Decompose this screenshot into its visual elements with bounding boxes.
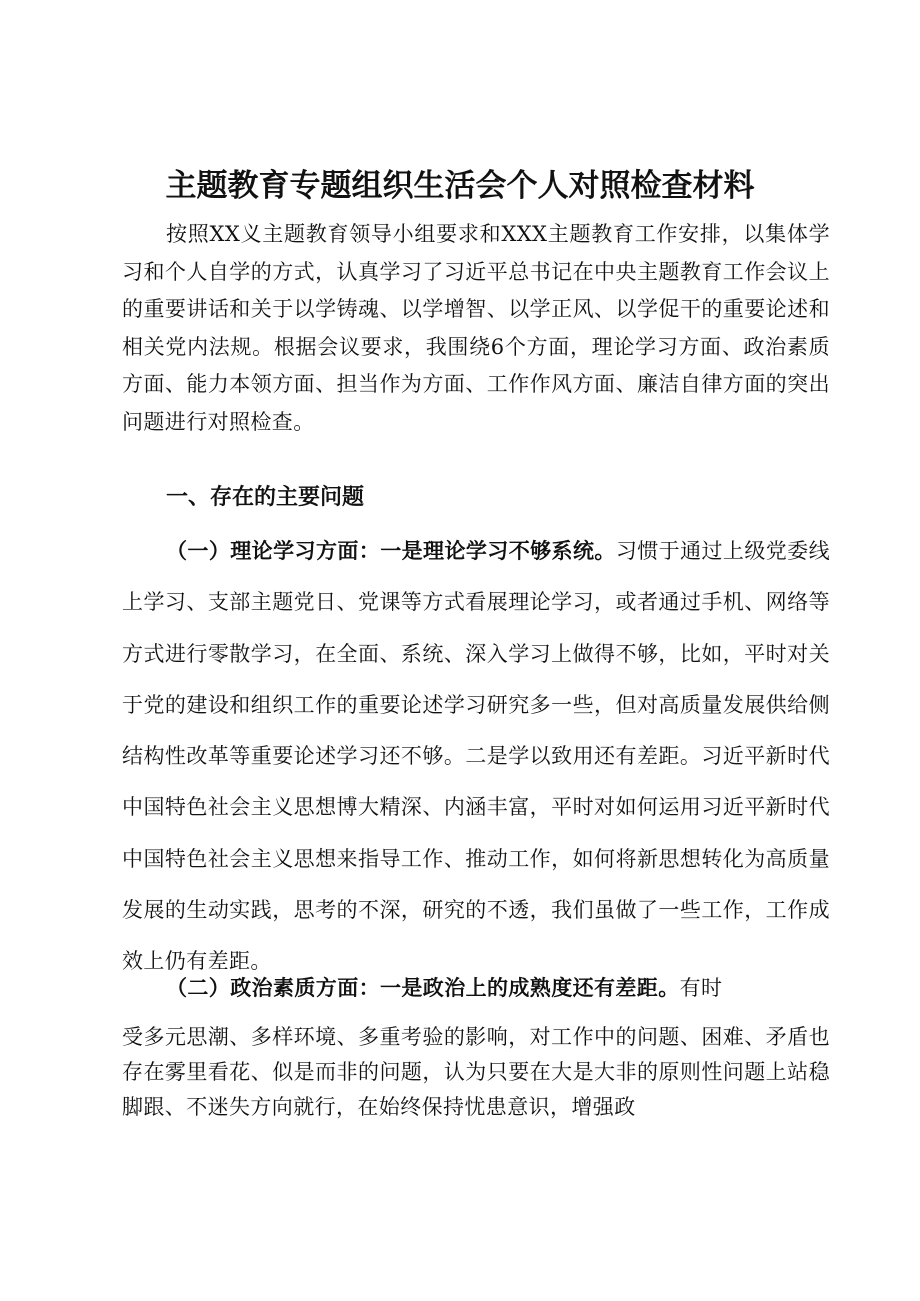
item-theory-study-body: 习惯于通过上级党委线上学习、支部主题党日、党课等方式看展理论学习，或者通过手机、网络等方式进行零散学习，在全面、系统、深入学习上做得不够，比如，平时对关于党的建设和组织工作的重要论述学习研究多一些，但对高质量发展供给侧结构性改革等重要论述学习还不够。二是学以致用还有差距。习近平新时代中国特色社会主义思想博大精深、内涵丰富，平时对如何运用习近平新时代中国特色社会主义思想来指导工作、推动工作，如何将新思想转化为高质量发展的生动实践，思考的不深，研究的不透，我们虽做了一些工作，工作成效上仍有差距。	[122, 539, 831, 974]
item-theory-study-paragraph	[122, 526, 830, 988]
section-heading-main-problems: 一、存在的主要问题	[166, 485, 365, 510]
item-political-quality-body: 受多元思潮、多样环境、多重考验的影响，对工作中的问题、困难、矛盾也存在雾里看花、似是而非的问题，认为只要在大是大非的原则性问题上站稳脚跟、不迷失方向就行，在始终保持忧患意识，增强政	[122, 1025, 830, 1119]
intro-paragraph: 按照XX义主题教育领导小组要求和XXX主题教育工作安排，以集体学习和个人自学的方式，认真学习了习近平总书记在中央主题教育工作会议上的重要讲话和关于以学铸魂、以学增智、以学正风、以学促干的重要论述和相关党内法规。根据会议要求，我围绕6个方面，理论学习方面、政治素质方面、能力本领方面、担当作为方面、工作作风方面、廉洁自律方面的突出问题进行对照检查。	[122, 222, 830, 434]
item-political-quality-lead: （二）政治素质方面：一是政治上的成熟度还有差距。	[166, 976, 680, 1000]
item-theory-study-lead: （一）理论学习方面：一是理论学习不够系统。	[166, 539, 616, 563]
item-political-quality-first-line	[166, 966, 722, 1010]
document-title: 主题教育专题组织生活会个人对照检查材料	[165, 168, 755, 204]
item-political-quality-body-start: 有时	[679, 976, 723, 1000]
